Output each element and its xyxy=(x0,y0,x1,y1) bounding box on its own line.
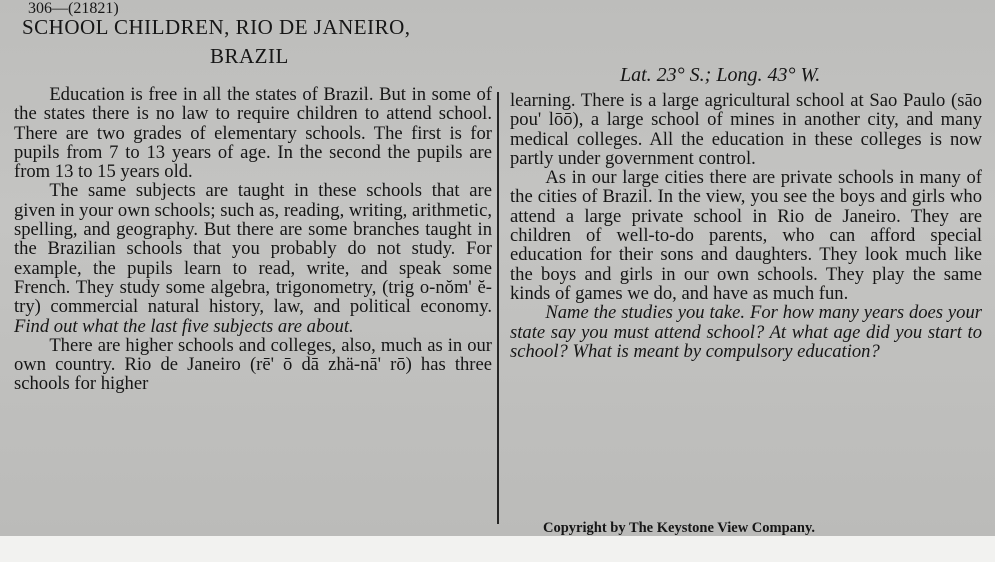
paragraph-education-free: Education is free in all the states of Brazil. But in some of the states there is no law to require children to attend school. There are two grades of elementary schools. The first is for pupils from 7 to 13 years of age. In the second the pupils are from 13 to 15 years old. xyxy=(14,84,492,183)
subjects-text: The same subjects are taught in these schools that are given in your own schools; such as, reading, writing, arithmetic, spelling, and geography. But there are some branches taught in the Brazilian schools that you probably do not study. For example, the pupils learn to read, write, and speak some French. They study some algebra, trigonometry, (trig o-nŏm' ĕ-try) commercial natural history, law, and political economy. xyxy=(14,180,492,318)
scan-bottom-margin xyxy=(0,536,995,562)
paragraph-subjects xyxy=(14,181,492,335)
paragraph-higher-learning: learning. There is a large agricultural school at Sao Paulo (sāo pou' lōō), a large school of mines in another city, and many medical colleges. All the education in these colleges is now partly under government control. xyxy=(510,90,982,169)
right-text-column xyxy=(510,91,982,361)
paragraph-higher-schools: There are higher schools and colleges, also, much as in our own country. Rio de Janeiro (rē' ō dā zhä-nā' rō) has three schools for higher xyxy=(14,334,492,395)
card-title-line-2: BRAZIL xyxy=(210,44,289,68)
card-title-line-1: SCHOOL CHILDREN, RIO DE JANEIRO, xyxy=(22,15,411,39)
paragraph-private-schools: As in our large cities there are private schools in many of the cities of Brazil. In the view, you see the boys and girls who attend a large private school in Rio de Janeiro. They are children of well-to-do parents, who can afford special education for their sons and daughters. They look much like the boys and girls in our own schools. They play the same kinds of games we do, and have as much fun. xyxy=(510,167,982,304)
catalog-number: 306—(21821) xyxy=(28,0,119,17)
copyright-notice: Copyright by The Keystone View Company. xyxy=(543,520,816,536)
left-text-column xyxy=(14,85,492,394)
latitude-longitude: Lat. 23° S.; Long. 43° W. xyxy=(620,64,821,86)
column-divider xyxy=(497,92,499,524)
subjects-question: Find out what the last five subjects are about. xyxy=(14,315,354,337)
paragraph-study-questions: Name the studies you take. For how many years does your state say you must attend school? At what age did you start to school? What is meant by compulsory education? xyxy=(510,302,982,362)
